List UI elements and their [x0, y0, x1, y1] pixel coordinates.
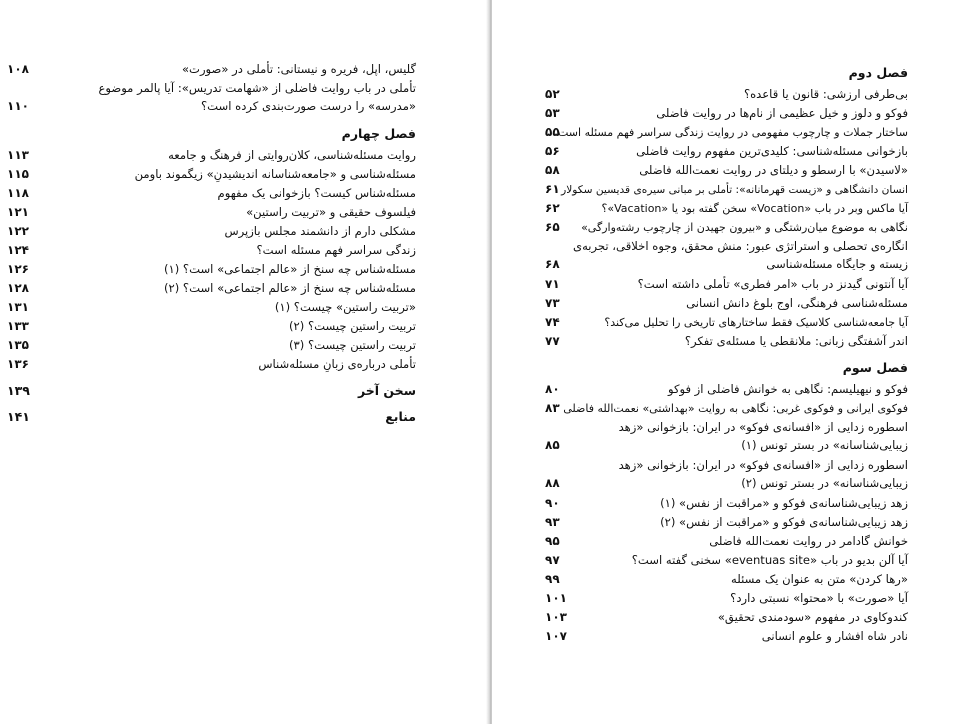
toc-entry-title: فوکوی ایرانی و فوکوی غربی: نگاهی به روایت «بهداشتی» نعمت‌الله فاضلی: [563, 402, 908, 415]
toc-entry-page: ۱۲۶: [7, 262, 29, 276]
toc-entry: [545, 294, 908, 313]
toc-entry: [545, 123, 908, 142]
toc-entry-title: فوکو و دلوز و خیل عظیمی از نام‌ها در روایت فاضلی: [656, 106, 908, 120]
toc-entry-page: ۱۲۲: [7, 224, 29, 238]
toc-entry: [7, 146, 416, 165]
toc-entry: [545, 180, 908, 199]
toc-entry-page: ۵۶: [545, 144, 560, 158]
toc-entry: [545, 237, 908, 275]
toc-entry-title: منابع: [385, 409, 416, 424]
toc-entry-title: مشکلی دارم از دانشمند مجلس بازپرس: [224, 224, 416, 238]
toc-entry-page: ۷۱: [545, 277, 560, 291]
toc-entry-page: ۷۴: [545, 315, 560, 329]
toc-entry-title: آیا آنتونی گیدنز در باب «امر فطری» تأملی داشته است؟: [637, 277, 908, 291]
toc-entry-title: «رها کردن» متن به عنوان یک مسئله: [731, 572, 908, 586]
toc-entry-title: اسطوره زدایی از «افسانه‌ی فوکو» در ایران: بازخوانی «زهد زیبایی‌شناسانه» در بستر تونس (۲): [618, 458, 908, 490]
toc-entry: [545, 456, 908, 494]
toc-entry-title: آیا آلن بدیو در باب «eventuas site» سخنی گفته است؟: [631, 553, 908, 567]
toc-entry-page: ۹۰: [545, 496, 560, 510]
toc-entry-page: ۵۳: [545, 106, 560, 120]
right-page: [492, 0, 980, 724]
toc-entry-page: ۸۰: [545, 382, 560, 396]
toc-entry-page: ۱۰۷: [545, 629, 567, 643]
toc-entry-page: ۷۳: [545, 296, 560, 310]
toc-entry: [545, 532, 908, 551]
toc-entry: [545, 608, 908, 627]
toc-entry: [545, 494, 908, 513]
toc-entry-title: تربیت راستین چیست؟ (۲): [289, 319, 416, 333]
toc-entry-page: ۶۲: [545, 201, 560, 215]
toc-entry-page: ۹۵: [545, 534, 560, 548]
toc-entry-page: ۱۳۵: [7, 338, 29, 352]
toc-entry-page: ۱۳۱: [7, 300, 29, 314]
toc-entry-title: ساختار جملات و چارچوب مفهومی در روایت زندگی سراسر فهم مسئله است: [558, 126, 908, 139]
toc-entry: [545, 218, 908, 237]
chapter-heading: فصل دوم: [848, 65, 908, 80]
toc-entry: [7, 279, 416, 298]
toc-entry-page: ۵۲: [545, 87, 560, 101]
toc-entry-page: ۶۱: [545, 182, 560, 196]
toc-entry-page: ۱۳۶: [7, 357, 29, 371]
toc-entry-title: خوانش گادامر در روایت نعمت‌الله فاضلی: [709, 534, 908, 548]
toc-entry-title: انسان دانشگاهی و «زیست قهرمانانه»: تأملی بر مبانی سیره‌ی قدیسین سکولار: [561, 184, 908, 196]
toc-entry-page: ۶۵: [545, 220, 560, 234]
toc-entry: [7, 336, 416, 355]
left-page: [0, 0, 488, 724]
toc-entry: [545, 627, 908, 646]
toc-entry: [545, 199, 908, 218]
toc-entry-page: ۱۱۵: [7, 167, 29, 181]
toc-entry-page: ۱۴۱: [7, 409, 30, 424]
toc-entry: [7, 241, 416, 260]
toc-entry-title: فیلسوف حقیقی و «تربیت راستین»: [246, 205, 416, 219]
toc-entry-title: تأملی در باب روایت فاضلی از «شهامت تدریس»: آیا پالمر موضوع «مدرسه» را درست صورت‌بندی کرده است؟: [98, 81, 416, 113]
toc-entry-page: ۸۳: [545, 401, 560, 415]
toc-entry-title: انگاره‌ی تحصلی و استراتژی عبور: منش محقق، وجوه اخلاقی، تجربه‌ی زیسته و جایگاه مسئله‌شناسی: [573, 239, 908, 271]
toc-entry: [545, 513, 908, 532]
toc-entry-title: نگاهی به موضوع میان‌رشتگی و «بیرون جهیدن از چارچوب رشته‌وارگی»: [581, 221, 908, 234]
toc-entry-page: ۱۰۸: [7, 62, 29, 76]
toc-entry-title: مسئله‌شناسی فرهنگی، اوج بلوغ دانش انسانی: [686, 296, 908, 310]
toc-entry: [7, 298, 416, 317]
toc-entry: [545, 142, 908, 161]
toc-entry: [545, 161, 908, 180]
toc-entry-page: ۱۰۳: [545, 610, 567, 624]
toc-entry-title: «لاسیدن» با ارسطو و دیلتای در روایت نعمت‌الله فاضلی: [639, 163, 908, 177]
toc-entry: [7, 222, 416, 241]
toc-entry-closing: [7, 378, 416, 404]
toc-entry-page: ۱۱۰: [7, 99, 29, 113]
toc-entry-page: ۶۸: [545, 257, 560, 271]
toc-entry: [7, 184, 416, 203]
toc-entry-title: بازخوانی مسئله‌شناسی: کلیدی‌ترین مفهوم روایت فاضلی: [636, 144, 908, 158]
toc-entry: [7, 260, 416, 279]
chapter-heading: فصل چهارم: [341, 126, 416, 141]
toc-entry: [7, 355, 416, 374]
toc-entry: [7, 60, 416, 79]
toc-entry-page: ۹۷: [545, 553, 560, 567]
toc-entry-title: تأملی درباره‌ی زبانِ مسئله‌شناس: [258, 357, 416, 371]
toc-entry-title: مسئله‌شناسی و «جامعه‌شناسانه اندیشیدنِ» زیگموند باومن: [134, 167, 416, 181]
toc-entry: [545, 380, 908, 399]
toc-entry-title: گلیس، اپل، فریره و نیستانی: تأملی در «صورت»: [181, 62, 416, 76]
toc-entry-title: سخن آخر: [358, 383, 416, 398]
toc-entry-title: کندوکاوی در مفهوم «سودمندی تحقیق»: [717, 610, 908, 624]
toc-entry-title: مسئله‌شناس چه سنخ از «عالم اجتماعی» است؟ (۲): [163, 281, 416, 295]
toc-entry: [545, 313, 908, 332]
toc-entry-title: زهد زیبایی‌شناسانه‌ی فوکو و «مراقبت از نفس» (۲): [660, 515, 908, 529]
toc-entry: [545, 275, 908, 294]
toc-entry-title: آیا ماکس وبر در باب «Vocation» سخن گفته بود یا «Vacation»؟: [601, 202, 908, 215]
toc-entry-page: ۱۰۱: [545, 591, 567, 605]
toc-entry-title: مسئله‌شناس چه سنخ از «عالم اجتماعی» است؟ (۱): [163, 262, 416, 276]
toc-entry-page: ۱۱۸: [7, 186, 29, 200]
toc-entry-closing: [7, 404, 416, 430]
toc-entry-page: ۱۳۳: [7, 319, 29, 333]
toc-entry: [7, 165, 416, 184]
toc-entry-title: زهد زیبایی‌شناسانه‌ی فوکو و «مراقبت از نفس» (۱): [660, 496, 908, 510]
toc-entry: [545, 85, 908, 104]
toc-entry: [7, 79, 416, 117]
toc-entry-page: ۹۳: [545, 515, 560, 529]
toc-entry: [545, 332, 908, 351]
toc-entry: [545, 104, 908, 123]
chapter-heading: فصل سوم: [842, 360, 908, 375]
toc-entry-title: تربیت راستین چیست؟ (۳): [289, 338, 416, 352]
toc-entry: [545, 551, 908, 570]
toc-entry-title: «تربیت راستین» چیست؟ (۱): [274, 300, 416, 314]
toc-entry: [545, 570, 908, 589]
toc-entry-page: ۱۳۹: [7, 383, 30, 398]
toc-entry: [545, 418, 908, 456]
toc-entry-title: آیا جامعه‌شناسی کلاسیک فقط ساختارهای تاریخی را تحلیل می‌کند؟: [604, 316, 908, 329]
toc-entry-title: بی‌طرفی ارزشی: قانون یا قاعده؟: [743, 87, 908, 101]
toc-entry-title: زندگی سراسر فهم مسئله است؟: [256, 243, 416, 257]
toc-entry-page: ۱۲۴: [7, 243, 29, 257]
toc-entry-page: ۱۲۱: [7, 205, 29, 219]
toc-entry-title: آیا «صورت» با «محتوا» نسبتی دارد؟: [730, 591, 908, 605]
toc-entry-page: ۵۸: [545, 163, 560, 177]
toc-entry-title: مسئله‌شناس کیست؟ بازخوانی یک مفهوم: [217, 186, 416, 200]
toc-entry-page: ۵۵: [545, 125, 560, 139]
toc-entry-title: روایت مسئله‌شناسی، کلان‌روایتی از فرهنگ و جامعه: [168, 148, 416, 162]
toc-entry: [545, 589, 908, 608]
toc-entry-title: نادر شاه افشار و علوم انسانی: [761, 629, 908, 643]
toc-left: [7, 60, 416, 430]
toc-entry-page: ۷۷: [545, 334, 560, 348]
toc-entry-page: ۸۵: [545, 438, 560, 452]
toc-entry-page: ۱۱۳: [7, 148, 29, 162]
toc-entry-title: فوکو و نیهیلیسم: نگاهی به خوانش فاضلی از فوکو: [667, 382, 908, 396]
toc-entry: [7, 203, 416, 222]
toc-entry: [7, 317, 416, 336]
toc-entry-title: اندر آشفتگی زبانی: ملانقطی یا مسئله‌ی تفکر؟: [684, 334, 908, 348]
toc-entry: [545, 399, 908, 418]
toc-entry-page: ۸۸: [545, 476, 560, 490]
toc-right: [545, 60, 908, 646]
toc-entry-page: ۱۲۸: [7, 281, 29, 295]
toc-entry-page: ۹۹: [545, 572, 560, 586]
toc-entry-title: اسطوره زدایی از «افسانه‌ی فوکو» در ایران: بازخوانی «زهد زیبایی‌شناسانه» در بستر تونس (۱): [618, 420, 908, 452]
